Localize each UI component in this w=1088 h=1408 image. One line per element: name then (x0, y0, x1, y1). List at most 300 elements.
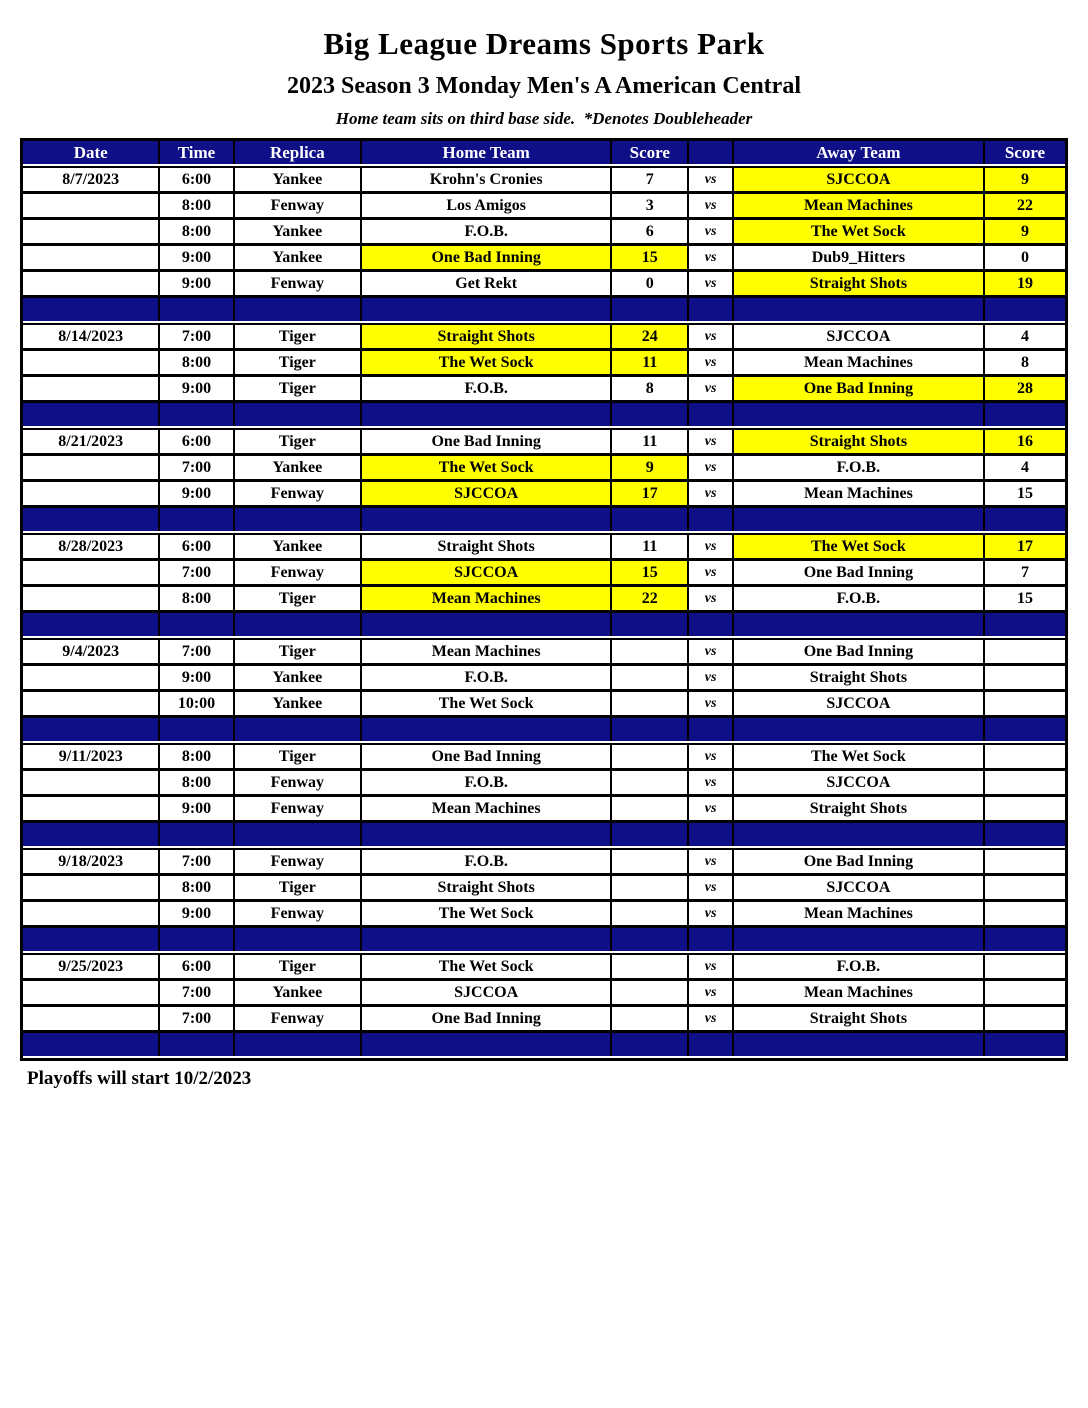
game-row (23, 638, 1065, 666)
separator-row (23, 613, 1065, 638)
game-row (23, 166, 1065, 194)
separator-cell (23, 823, 160, 846)
separator-cell (160, 1033, 234, 1056)
away-team-cell: SJCCOA (734, 876, 985, 899)
vs-cell: vs (689, 194, 734, 217)
separator-cell (985, 403, 1065, 426)
time-cell: 6:00 (160, 535, 234, 558)
home-score-cell: 11 (612, 351, 689, 374)
replica-cell: Fenway (235, 1007, 363, 1030)
game-row (23, 428, 1065, 456)
away-score-cell (985, 955, 1065, 978)
separator-cell (160, 403, 234, 426)
separator-cell (23, 403, 160, 426)
vs-cell: vs (689, 955, 734, 978)
away-score-cell: 4 (1020, 327, 1029, 345)
separator-cell (160, 718, 234, 741)
home-score-cell: 15 (612, 561, 689, 584)
away-team-cell: Straight Shots (734, 430, 985, 453)
vs-cell: vs (689, 272, 734, 295)
date-cell (23, 561, 160, 584)
replica-cell: Tiger (235, 325, 363, 348)
time-cell: 9:00 (160, 272, 234, 295)
separator-cell (612, 403, 689, 426)
date-cell (23, 1007, 160, 1030)
separator-cell (235, 718, 363, 741)
separator-row (23, 928, 1065, 953)
separator-cell (734, 403, 985, 426)
game-row (23, 902, 1065, 928)
separator-cell (160, 298, 234, 321)
col-header-date: Date (23, 141, 160, 164)
date-cell: 9/18/2023 (23, 850, 160, 873)
game-row (23, 246, 1065, 272)
time-cell: 7:00 (160, 561, 234, 584)
away-team-cell: One Bad Inning (734, 640, 985, 663)
away-score-cell: 8 (1020, 353, 1029, 371)
replica-cell: Fenway (235, 771, 363, 794)
away-team-cell: Mean Machines (734, 351, 985, 374)
home-team-cell: Straight Shots (362, 876, 612, 899)
time-cell: 7:00 (160, 640, 234, 663)
vs-cell: vs (689, 771, 734, 794)
separator-cell (985, 1033, 1065, 1056)
replica-cell: Yankee (235, 220, 363, 243)
vs-cell: vs (689, 797, 734, 820)
home-score-cell: 24 (612, 325, 689, 348)
home-team-cell: SJCCOA (362, 981, 612, 1004)
time-cell: 9:00 (160, 246, 234, 269)
away-score-cell: 22 (985, 194, 1065, 217)
away-score-cell: 0 (1020, 248, 1029, 266)
home-team-cell: The Wet Sock (362, 351, 612, 374)
time-cell: 6:00 (160, 955, 234, 978)
game-row (23, 272, 1065, 298)
separator-cell (362, 928, 612, 951)
vs-cell: vs (689, 325, 734, 348)
time-cell: 8:00 (160, 351, 234, 374)
col-header-home: Home Team (362, 141, 612, 164)
separator-cell (612, 823, 689, 846)
time-cell: 8:00 (160, 771, 234, 794)
replica-cell: Fenway (235, 850, 363, 873)
game-row (23, 771, 1065, 797)
time-cell: 9:00 (160, 902, 234, 925)
away-team-cell: SJCCOA (734, 325, 985, 348)
game-row (23, 876, 1065, 902)
date-cell (23, 456, 160, 479)
separator-cell (689, 718, 734, 741)
separator-cell (362, 298, 612, 321)
home-score-cell (612, 666, 689, 689)
date-cell: 8/14/2023 (23, 325, 160, 348)
time-cell: 8:00 (160, 876, 234, 899)
replica-cell: Fenway (235, 797, 363, 820)
separator-cell (160, 508, 234, 531)
time-cell: 7:00 (160, 456, 234, 479)
home-score-cell: 8 (612, 377, 689, 400)
vs-cell: vs (689, 692, 734, 715)
separator-cell (734, 613, 985, 636)
away-team-cell: The Wet Sock (734, 535, 985, 558)
home-score-cell (612, 745, 689, 768)
date-cell: 8/7/2023 (23, 168, 160, 191)
time-cell: 7:00 (160, 1007, 234, 1030)
separator-cell (23, 613, 160, 636)
vs-cell: vs (689, 351, 734, 374)
separator-cell (235, 508, 363, 531)
home-score-cell (612, 640, 689, 663)
away-score-cell: 7 (1020, 563, 1029, 581)
home-team-cell: SJCCOA (362, 482, 612, 505)
time-cell: 8:00 (160, 194, 234, 217)
time-cell: 8:00 (160, 745, 234, 768)
separator-cell (235, 1033, 363, 1056)
separator-cell (235, 823, 363, 846)
separator-cell (23, 718, 160, 741)
game-row (23, 848, 1065, 876)
replica-cell: Tiger (235, 876, 363, 899)
separator-cell (235, 928, 363, 951)
time-cell: 8:00 (160, 220, 234, 243)
away-team-cell: F.O.B. (734, 587, 985, 610)
away-score-cell: 16 (985, 430, 1065, 453)
separator-cell (362, 403, 612, 426)
game-row (23, 456, 1065, 482)
time-cell: 7:00 (160, 981, 234, 1004)
separator-cell (612, 613, 689, 636)
replica-cell: Yankee (235, 246, 363, 269)
replica-cell: Tiger (235, 587, 363, 610)
separator-cell (689, 403, 734, 426)
home-score-cell (612, 797, 689, 820)
separator-cell (985, 613, 1065, 636)
separator-cell (985, 298, 1065, 321)
separator-cell (362, 508, 612, 531)
home-score-cell (612, 902, 689, 925)
time-cell: 6:00 (160, 430, 234, 453)
separator-cell (612, 928, 689, 951)
replica-cell: Tiger (235, 955, 363, 978)
page-title: Big League Dreams Sports Park (323, 26, 765, 61)
separator-cell (23, 298, 160, 321)
date-cell: 8/21/2023 (23, 430, 160, 453)
vs-cell: vs (689, 981, 734, 1004)
vs-cell: vs (689, 377, 734, 400)
date-cell (23, 797, 160, 820)
col-header-home_score: Score (612, 141, 689, 164)
col-header-replica: Replica (235, 141, 363, 164)
date-cell (23, 194, 160, 217)
vs-cell: vs (689, 482, 734, 505)
date-cell (23, 902, 160, 925)
home-team-cell: Straight Shots (362, 325, 612, 348)
separator-row (23, 298, 1065, 323)
separator-cell (23, 1033, 160, 1056)
date-cell: 9/25/2023 (23, 955, 160, 978)
away-team-cell: One Bad Inning (734, 561, 985, 584)
away-score-cell (985, 640, 1065, 663)
replica-cell: Tiger (235, 745, 363, 768)
game-row (23, 194, 1065, 220)
separator-cell (235, 613, 363, 636)
game-row (23, 953, 1065, 981)
vs-cell: vs (689, 745, 734, 768)
home-score-cell: 11 (612, 535, 689, 558)
date-cell (23, 587, 160, 610)
replica-cell: Yankee (235, 535, 363, 558)
vs-cell: vs (689, 456, 734, 479)
home-score-cell (612, 1007, 689, 1030)
vs-cell: vs (689, 902, 734, 925)
separator-cell (362, 1033, 612, 1056)
away-score-cell: 15 (1016, 484, 1033, 502)
vs-cell: vs (689, 168, 734, 191)
vs-cell: vs (689, 220, 734, 243)
away-team-cell: Dub9_Hitters (734, 246, 985, 269)
home-team-cell: The Wet Sock (362, 902, 612, 925)
time-cell: 9:00 (160, 797, 234, 820)
home-score-cell (612, 771, 689, 794)
separator-cell (734, 508, 985, 531)
time-cell: 9:00 (160, 377, 234, 400)
away-score-cell (985, 666, 1065, 689)
game-row (23, 587, 1065, 613)
away-score-cell: 17 (985, 535, 1065, 558)
replica-cell: Fenway (235, 272, 363, 295)
away-score-cell: 15 (1016, 589, 1033, 607)
home-score-cell: 9 (612, 456, 689, 479)
home-team-note: Home team sits on third base side. *Denotes Doubleheader (335, 109, 753, 128)
separator-cell (23, 928, 160, 951)
separator-cell (689, 1033, 734, 1056)
home-score-cell: 17 (612, 482, 689, 505)
separator-cell (235, 298, 363, 321)
away-team-cell: Mean Machines (734, 482, 985, 505)
game-row (23, 323, 1065, 351)
away-team-cell: SJCCOA (734, 692, 985, 715)
separator-row (23, 718, 1065, 743)
away-score-cell (985, 876, 1065, 899)
away-team-cell: Straight Shots (734, 1007, 985, 1030)
replica-cell: Yankee (235, 456, 363, 479)
date-cell (23, 377, 160, 400)
replica-cell: Fenway (235, 561, 363, 584)
replica-cell: Yankee (235, 692, 363, 715)
time-cell: 8:00 (160, 587, 234, 610)
away-score-cell: 9 (985, 220, 1065, 243)
home-team-cell: One Bad Inning (362, 246, 612, 269)
separator-cell (689, 928, 734, 951)
away-team-cell: F.O.B. (734, 456, 985, 479)
game-row (23, 351, 1065, 377)
home-score-cell: 11 (612, 430, 689, 453)
away-team-cell: One Bad Inning (734, 377, 985, 400)
vs-cell: vs (689, 850, 734, 873)
away-score-cell (985, 1007, 1065, 1030)
separator-cell (734, 823, 985, 846)
separator-cell (612, 508, 689, 531)
table-header-row (23, 141, 1065, 166)
separator-cell (689, 508, 734, 531)
col-header-away: Away Team (734, 141, 985, 164)
away-score-cell: 9 (985, 168, 1065, 191)
away-team-cell: One Bad Inning (734, 850, 985, 873)
away-team-cell: Mean Machines (734, 981, 985, 1004)
vs-cell: vs (689, 246, 734, 269)
date-cell (23, 771, 160, 794)
separator-cell (689, 823, 734, 846)
vs-cell: vs (689, 587, 734, 610)
home-team-cell: F.O.B. (362, 850, 612, 873)
home-team-cell: Get Rekt (362, 272, 612, 295)
page-subtitle: 2023 Season 3 Monday Men's A American Central (287, 73, 801, 99)
replica-cell: Tiger (235, 640, 363, 663)
home-score-cell: 22 (612, 587, 689, 610)
home-team-cell: F.O.B. (362, 771, 612, 794)
separator-cell (160, 928, 234, 951)
away-score-cell (985, 692, 1065, 715)
home-score-cell (612, 876, 689, 899)
separator-cell (985, 508, 1065, 531)
vs-cell: vs (689, 1007, 734, 1030)
away-team-cell: SJCCOA (734, 771, 985, 794)
home-score-cell: 15 (612, 246, 689, 269)
separator-cell (985, 718, 1065, 741)
vs-cell: vs (689, 666, 734, 689)
date-cell: 9/11/2023 (23, 745, 160, 768)
time-cell: 7:00 (160, 325, 234, 348)
home-score-cell (612, 981, 689, 1004)
separator-cell (23, 508, 160, 531)
date-cell (23, 272, 160, 295)
time-cell: 9:00 (160, 666, 234, 689)
home-team-cell: The Wet Sock (362, 692, 612, 715)
home-team-cell: Straight Shots (362, 535, 612, 558)
away-score-cell: 4 (1020, 458, 1029, 476)
date-cell (23, 981, 160, 1004)
separator-row (23, 508, 1065, 533)
separator-cell (734, 1033, 985, 1056)
replica-cell: Yankee (235, 981, 363, 1004)
separator-cell (985, 928, 1065, 951)
away-team-cell: Mean Machines (734, 902, 985, 925)
col-header-vs (689, 141, 734, 164)
home-team-cell: One Bad Inning (362, 745, 612, 768)
game-row (23, 220, 1065, 246)
date-cell (23, 246, 160, 269)
time-cell: 10:00 (160, 692, 234, 715)
home-team-cell: Krohn's Cronies (362, 168, 612, 191)
game-row (23, 533, 1065, 561)
away-score-cell: 28 (985, 377, 1065, 400)
home-score-cell: 7 (612, 168, 689, 191)
away-team-cell: Mean Machines (734, 194, 985, 217)
home-score-cell: 6 (612, 220, 689, 243)
away-team-cell: Straight Shots (734, 272, 985, 295)
vs-cell: vs (689, 535, 734, 558)
vs-cell: vs (689, 430, 734, 453)
col-header-away_score: Score (1004, 143, 1046, 162)
home-team-cell: Mean Machines (362, 587, 612, 610)
separator-cell (689, 298, 734, 321)
separator-cell (160, 823, 234, 846)
replica-cell: Fenway (235, 194, 363, 217)
replica-cell: Fenway (235, 902, 363, 925)
time-cell: 7:00 (160, 850, 234, 873)
game-row (23, 692, 1065, 718)
game-row (23, 797, 1065, 823)
away-team-cell: Straight Shots (734, 797, 985, 820)
playoffs-note: Playoffs will start 10/2/2023 (27, 1068, 252, 1089)
home-team-cell: SJCCOA (362, 561, 612, 584)
away-score-cell: 19 (985, 272, 1065, 295)
away-team-cell: Straight Shots (734, 666, 985, 689)
home-score-cell (612, 692, 689, 715)
vs-cell: vs (689, 876, 734, 899)
game-row (23, 377, 1065, 403)
away-score-cell (985, 902, 1065, 925)
vs-cell: vs (689, 561, 734, 584)
away-score-cell (985, 850, 1065, 873)
home-team-cell: Mean Machines (362, 797, 612, 820)
game-row (23, 666, 1065, 692)
game-row (23, 1007, 1065, 1033)
schedule-table (20, 138, 1068, 1061)
home-score-cell (612, 955, 689, 978)
away-team-cell: The Wet Sock (734, 220, 985, 243)
separator-cell (734, 928, 985, 951)
date-cell (23, 351, 160, 374)
away-team-cell: F.O.B. (734, 955, 985, 978)
away-score-cell (985, 745, 1065, 768)
home-team-cell: One Bad Inning (362, 1007, 612, 1030)
separator-cell (689, 613, 734, 636)
separator-cell (734, 718, 985, 741)
home-team-cell: Mean Machines (362, 640, 612, 663)
separator-cell (362, 718, 612, 741)
replica-cell: Tiger (235, 351, 363, 374)
date-cell: 9/4/2023 (23, 640, 160, 663)
away-team-cell: SJCCOA (734, 168, 985, 191)
date-cell (23, 482, 160, 505)
vs-cell: vs (689, 640, 734, 663)
date-cell (23, 692, 160, 715)
game-row (23, 561, 1065, 587)
separator-cell (612, 718, 689, 741)
away-score-cell (985, 981, 1065, 1004)
separator-cell (734, 298, 985, 321)
home-team-cell: F.O.B. (362, 220, 612, 243)
replica-cell: Tiger (235, 377, 363, 400)
separator-cell (235, 403, 363, 426)
date-cell (23, 666, 160, 689)
separator-row (23, 403, 1065, 428)
date-cell: 8/28/2023 (23, 535, 160, 558)
game-row (23, 482, 1065, 508)
replica-cell: Yankee (235, 168, 363, 191)
away-team-cell: The Wet Sock (734, 745, 985, 768)
home-team-cell: The Wet Sock (362, 955, 612, 978)
separator-cell (362, 823, 612, 846)
home-team-cell: Los Amigos (362, 194, 612, 217)
game-row (23, 743, 1065, 771)
time-cell: 6:00 (160, 168, 234, 191)
separator-cell (362, 613, 612, 636)
away-score-cell (985, 797, 1065, 820)
home-score-cell (612, 850, 689, 873)
home-score-cell: 0 (612, 272, 689, 295)
